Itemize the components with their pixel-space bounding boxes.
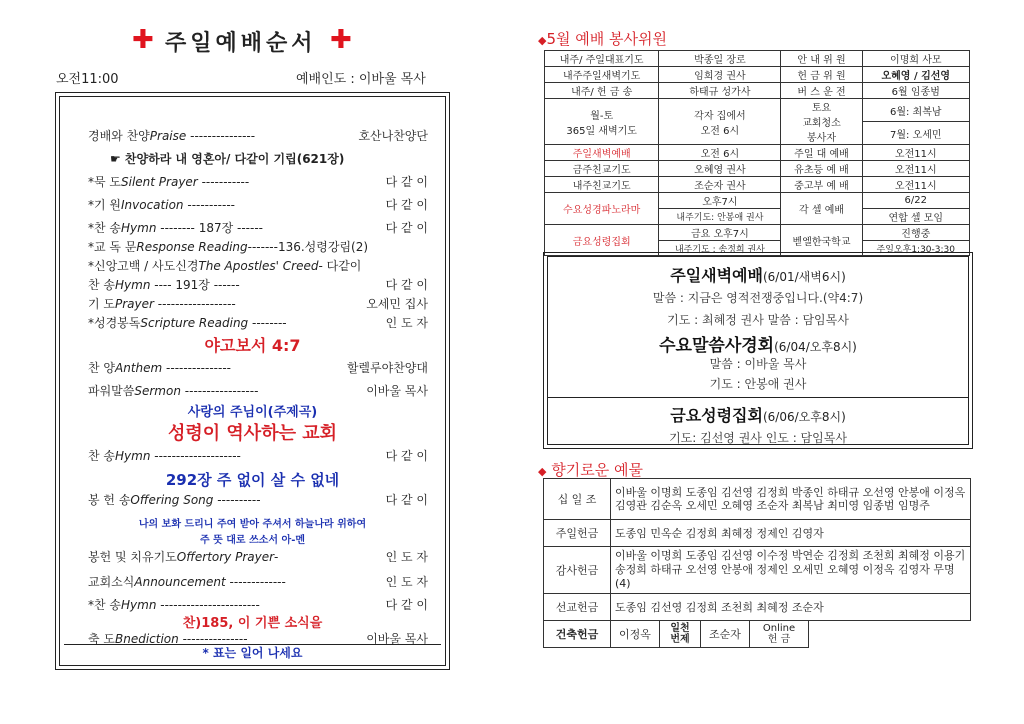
scripture-reference: 야고보서 4:7	[204, 336, 301, 355]
volunteers-table	[544, 50, 970, 256]
table-row: 내주기도 : 송정희 권사 주일오후1:30-3:30	[545, 241, 970, 256]
table-row: 월-토 365일 새벽기도 각자 집에서 오전 6시 토요 교회청소 봉사자 6월: 최복남	[545, 99, 970, 122]
wednesday-service-sermon: 말씀 : 이바울 목사	[709, 357, 807, 371]
offerings-heading: ◆ 향기로운 예물	[538, 461, 643, 479]
table-row: 내주친교기도 조순자 권사 중고부 예 배 오전11시	[545, 177, 970, 193]
table-row: 내주주일새벽기도 임희경 권사 헌 금 위 원 오혜영 / 김선영	[545, 67, 970, 83]
table-row: 십 일 조 이바울 이명희 도종임 김선영 김정희 박종인 하태규 오선영 안봉애 이정옥 김영관 김순옥 오세민 오혜영 조순자 최복남 최미영 임종범 임명주	[544, 479, 971, 520]
table-row: 내주기도: 안봉애 권사 연합 셀 모임	[545, 209, 970, 225]
table-row: 내주/ 주일대표기도 박종일 장로 안 내 위 원 이명희 사모	[545, 51, 970, 67]
wednesday-service-heading: 수요말씀사경회(6/04/오후8시)	[659, 336, 857, 356]
divider	[548, 397, 968, 398]
order-line-benediction: 축 도Bnediction --------------- 이바울 목사	[88, 632, 428, 646]
table-row: 선교헌금 도종임 김선영 김정희 조천희 최혜정 조순자	[544, 594, 971, 621]
order-line-sermon: 파워말씀Sermon ----------------- 이바울 목사	[88, 384, 428, 398]
services-box	[543, 252, 973, 449]
friday-service-details: 기도: 김선영 권사 인도 : 담임목사	[669, 431, 847, 445]
cross-icon: ✚	[132, 25, 154, 55]
offerings-table	[543, 478, 971, 648]
order-line-hymn-187: *찬 송Hymn -------- 187장 ------ 다 같 이	[88, 221, 428, 235]
offering-lyric-line-1: 나의 보화 드리니 주여 받아 주셔서 하늘나라 위하여	[138, 519, 367, 530]
dawn-service-prayer: 기도 : 최혜정 권사 말씀 : 담임목사	[667, 313, 849, 327]
table-row: 주일새벽예배 오전 6시 주일 대 예배 오전11시	[545, 145, 970, 161]
table-row: 7월: 오세민	[545, 122, 970, 145]
diamond-icon: ◆	[538, 34, 547, 47]
sermon-title: 성령이 역사하는 교회	[167, 423, 338, 444]
order-line-hymn: 찬 송Hymn -------------------- 다 같 이	[88, 449, 428, 463]
opening-hymn: ☛ 찬양하라 내 영혼아/ 다같이 기립(621장)	[110, 152, 345, 166]
order-line-scripture: *성경봉독Scripture Reading -------- 인 도 자	[88, 316, 428, 330]
order-line-silent-prayer: *묵 도Silent Prayer ----------- 다 같 이	[88, 175, 428, 189]
table-row: 수요성경파노라마 오후7시 각 셀 예배 6/22	[545, 193, 970, 209]
diamond-icon: ◆	[538, 465, 547, 478]
table-row: 건축헌금 이정옥 일천 번제 조순자 Online 헌 금	[544, 621, 971, 648]
hymn-185-title: 찬)185, 이 기쁜 소식을	[182, 616, 323, 631]
order-line-creed: *신앙고백 / 사도신경The Apostles' Creed- 다같이	[88, 259, 362, 273]
order-line-offering-song: 봉 헌 송Offering Song ---------- 다 같 이	[88, 493, 428, 507]
page-title: 주일예배순서	[165, 31, 317, 56]
sermon-theme-song: 사랑의 주님이(주제곡)	[187, 405, 318, 420]
service-time: 오전11:00	[56, 72, 119, 87]
dawn-service-sermon: 말씀 : 지금은 영적전쟁중입니다.(약4:7)	[652, 291, 864, 305]
volunteers-heading: ◆5월 예배 봉사위원	[538, 30, 667, 48]
worship-leader: 예배인도 : 이바울 목사	[296, 72, 426, 87]
hymn-292-title: 292장 주 없이 살 수 없네	[165, 471, 340, 489]
order-line-offertory-prayer: 봉헌 및 치유기도Offertory Prayer- 인 도 자	[88, 550, 428, 564]
table-row: 금주친교기도 오혜영 권사 유초등 예 배 오전11시	[545, 161, 970, 177]
table-row: 내주/ 헌 금 송 하태규 성가사 버 스 운 전 6월 임종범	[545, 83, 970, 99]
order-of-worship-frame	[55, 92, 450, 670]
dawn-service-heading: 주일새벽예배(6/01/새벽6시)	[670, 266, 846, 285]
cross-icon: ✚	[330, 25, 352, 55]
table-row: 주일헌금 도종임 민옥순 김정희 최혜정 정제인 김영자	[544, 520, 971, 547]
offering-lyric-line-2: 주 뜻 대로 쓰소서 아-멘	[199, 535, 306, 546]
order-line-announcement: 교회소식Announcement ------------- 인 도 자	[88, 575, 428, 589]
table-row: 금요성령집회 금요 오후7시 벧엘한국학교 진행중	[545, 225, 970, 241]
table-row: 감사헌금 이바울 이명희 도종임 김선영 이수정 박연순 김정희 조천희 최혜정 이용기 송정희 하태규 오선영 안봉애 정제인 오세민 오혜영 이정옥 김영자 무명(4)	[544, 547, 971, 594]
order-line-hymn-191: 찬 송Hymn ---- 191장 ------ 다 같 이	[88, 278, 428, 292]
order-line-invocation: *기 원Invocation ----------- 다 같 이	[88, 198, 428, 212]
order-line-praise: 경배와 찬양Praise --------------- 호산나찬양단	[88, 129, 428, 143]
order-line-anthem: 찬 양Anthem --------------- 할렐루야찬양대	[88, 361, 428, 375]
order-line-prayer: 기 도Prayer ------------------ 오세민 집사	[88, 297, 428, 311]
friday-service-heading: 금요성령집회(6/06/오후8시)	[670, 406, 846, 425]
order-line-response-reading: *교 독 문Response Reading-------136.성령강림(2)	[88, 240, 369, 254]
order-line-closing-hymn: *찬 송Hymn ----------------------- 다 같 이	[88, 598, 428, 612]
wednesday-service-prayer: 기도 : 안봉애 권사	[709, 377, 807, 391]
standing-note: * 표는 일어 나세요	[64, 644, 441, 661]
